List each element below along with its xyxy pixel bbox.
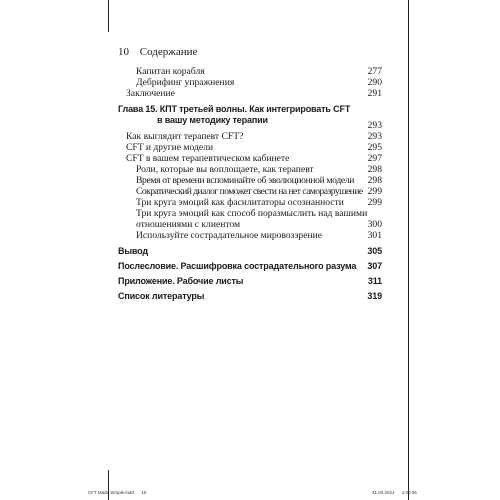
- slug-page: 10: [141, 490, 147, 495]
- toc-entry-title: Три круга эмоций как фасилитаторы осознанности: [136, 197, 344, 208]
- toc-chapter: [118, 260, 382, 272]
- toc-entry-page: 319: [367, 291, 382, 301]
- toc-entry-title: Как выглядит терапевт CFT?: [126, 131, 244, 142]
- toc-entry-page: 299: [367, 197, 382, 208]
- toc-entry-page: 293: [367, 120, 382, 131]
- toc-entry-title: Приложение. Рабочие листы: [118, 276, 244, 286]
- toc-entry-title: Время от времени вспоминайте об эволюционной модели: [136, 175, 354, 186]
- crop-line-top: [108, 0, 109, 32]
- toc-entry: [118, 88, 382, 100]
- toc-chapter: [118, 275, 382, 287]
- page-number: 10: [118, 46, 129, 58]
- slug-time: 1:00:26: [401, 490, 417, 495]
- toc-entry-title: Послесловие. Расшифровка сострадательного разума: [118, 261, 357, 271]
- toc-entry-title: Глава 15. КПТ третьей волны. Как интегрировать CFT: [118, 104, 351, 114]
- toc-entry-page: 293: [367, 131, 382, 142]
- toc-entry-title: отношениями с клиентом: [136, 219, 241, 230]
- toc-entry-page: 307: [367, 261, 382, 271]
- toc-entry-page: 298: [367, 175, 382, 186]
- toc-entry-page: 295: [367, 142, 382, 153]
- slug-filename: CFT Made Simple.indd: [88, 490, 134, 495]
- toc-entry-page: 297: [367, 153, 382, 164]
- toc-entry-page: 299: [367, 186, 382, 197]
- toc-entry-title: Список литературы: [118, 291, 205, 301]
- toc-entry-page: 290: [367, 77, 382, 88]
- toc-entry-title: в вашу методику терапии: [157, 115, 268, 125]
- toc-chapter: [118, 245, 382, 257]
- toc-entry-page: 291: [367, 88, 382, 99]
- toc-entry-page: 311: [367, 276, 382, 286]
- toc-entry-page: 305: [367, 246, 382, 256]
- toc-entry-title: Три круга эмоций как способ поразмыслить над вашими: [136, 208, 368, 219]
- toc-entry-title: Роли, которые вы воплощаете, как терапевт: [136, 164, 314, 175]
- slug-date: 31.03.2021: [372, 490, 395, 495]
- toc-entry-page: 298: [367, 164, 382, 175]
- toc-entry: [118, 230, 382, 242]
- toc-entry-page: 301: [367, 230, 382, 241]
- print-slug-date: [372, 490, 417, 495]
- toc-entry-title: Вывод: [118, 246, 148, 256]
- toc-chapter: [118, 290, 382, 302]
- section-title: Содержание: [139, 46, 198, 58]
- toc-entry-page: 300: [367, 219, 382, 230]
- toc-entry-title: Заключение: [126, 88, 175, 99]
- print-slug-file: [88, 490, 146, 495]
- toc-entry-title: CFT в вашем терапевтическом кабинете: [126, 153, 290, 164]
- toc-entry-title: CFT и другие модели: [126, 142, 214, 153]
- toc-entry-title: Сократический диалог поможет свести на нет саморазрушение: [136, 186, 363, 197]
- toc-entry-title: Капитан корабля: [136, 66, 205, 77]
- crop-line-bottom-left: [108, 470, 109, 500]
- running-head: [118, 46, 197, 58]
- toc-entry-title: Дебрифинг упражнения: [136, 77, 235, 88]
- crop-line-right: [408, 0, 409, 500]
- toc-entry-title: Используйте сострадательное мировоззрение: [136, 230, 322, 241]
- toc-entry-page: 277: [367, 66, 382, 77]
